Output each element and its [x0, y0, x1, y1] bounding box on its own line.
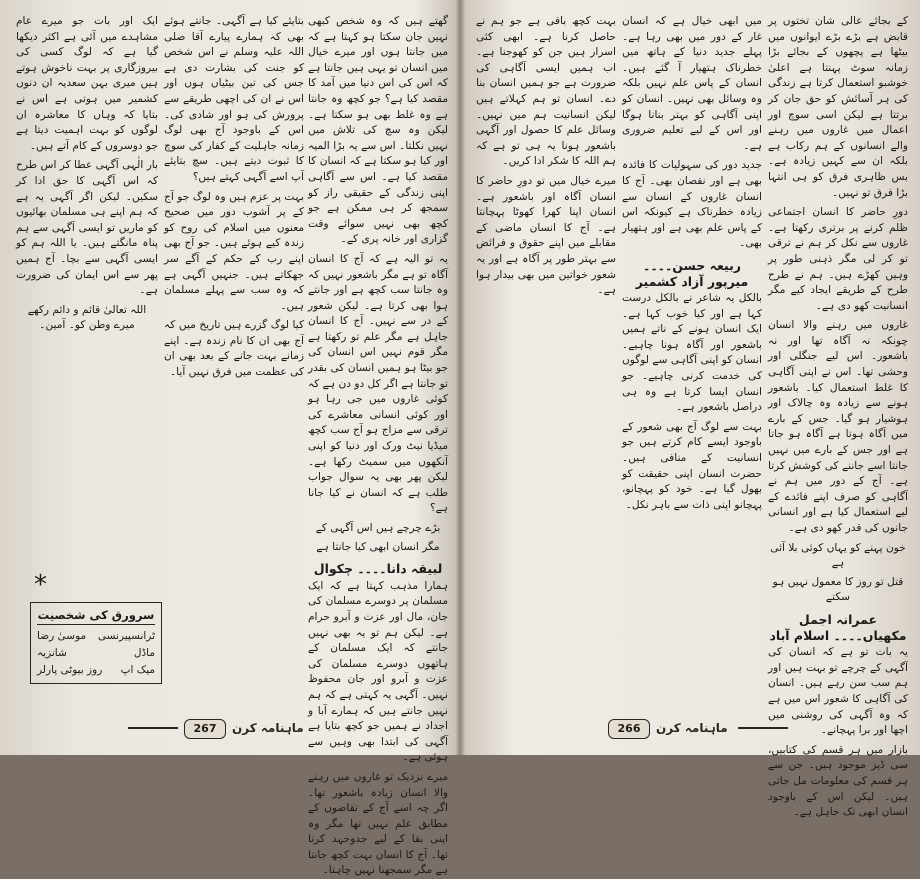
left-page-column-left — [16, 14, 158, 554]
paragraph: یہ بات تو ہے کہ انسان کی آگہی کے چرچے تو بہت ہیں اور ہم سب سن رہے ہیں۔ انسان کی آگاہی کا شعور اس میں ہے کہ وہ آگہی کی روشنی میں اچھا اور برا پہچانے۔ — [768, 646, 908, 737]
right-page-column-left — [476, 14, 616, 714]
right-page-column-middle — [622, 14, 762, 714]
credit-row — [37, 628, 155, 645]
credit-name: روز بیوٹی پارلر — [37, 664, 103, 676]
credit-name: شانزیہ — [37, 647, 67, 659]
page-footer — [128, 719, 328, 741]
paragraph: بتایئے کیا ہے آگہی۔ جانتے ہوئے بھی کہ ہمارے پیارے آقا صلی اللہ علیہ وسلم نے اس شخص کو جنت کی بشارت دی ہے جس کی تین بیٹیاں ہوں اور اس نے ان کی اچھی طریقے سے پرورش کی ہو اور شادی کی۔ اس کے باوجود آج بھی لوگ زمانہ جاہلیت کے کفار کی سوچ کا ثبوت دیتے ہیں۔ سچ بتایئے آپ اسے آگہی کہتے ہیں؟ — [164, 15, 304, 183]
cover-credits-box — [30, 602, 162, 684]
left-page-column-right — [308, 14, 448, 877]
contributor-signature: ربیعہ حسن۔۔۔۔ میرپور آزاد کشمیر — [635, 257, 749, 289]
contributor-signature: عمرانہ اجمل مکھیاں۔۔۔۔ اسلام آباد — [769, 611, 907, 643]
verse-line: بڑے چرچے ہیں اس آگہی کے — [315, 522, 441, 534]
paragraph: ایک اور بات جو میرے عام مشاہدے میں آئی ہے اکثر دیکھا گیا ہے کہ لوگ کسی کی بیروزگاری پر بہت ناخوش ہوتے ہیں میری بہن سعدیہ ان دنوں کشمیر میں ہوتی ہے اس نے بتایا کہ وہاں کا معاشرہ ان لوگوں کو بہت اہمیت دیتا ہے جو دوسروں کے کام آتے ہیں۔ — [16, 15, 158, 152]
magazine-name: ماہنامہ کرن — [232, 721, 304, 735]
star-ornament: * — [34, 570, 47, 600]
credit-row — [37, 662, 155, 679]
paragraph: میرے خیال میں تو دورِ حاضر کا انسان آگاہ اور باشعور ہے۔ انسان اپنا کھرا کھوٹا پہچانتا ہے۔ آج کا انسان ماضی کے مقابلے میں اپنے حقوق و فرائض سے بہتر طور پر آگاہ ہے اور یہ شعور خواتین میں بھی بیدار ہوا ہے۔ — [476, 174, 616, 297]
right-page-column-right — [768, 14, 908, 819]
footer-ornament — [738, 727, 788, 729]
cover-credits-title: سرورق کی شخصیت — [37, 607, 155, 625]
page-number: 267 — [184, 719, 226, 739]
paragraph: بہت پر عزم ہیں وہ لوگ جو آج کے پر آشوب دور میں صحیح معنوں میں اسلام کی روح کو زندہ کیے ہوئے ہیں۔ جو آج بھی اپنے رب کے حکم کے آگے سر جھکاتے ہیں۔ جنہیں آگہی ہے کہ وہ سب سے پہلے مسلمان ہیں۔ — [164, 190, 304, 312]
paragraph: میرے نزدیک تو غاروں میں رہنے والا انسان زیادہ باشعور تھا۔ اگر چہ اسے آج کے تقاضوں کے مطابق علم نہیں تھا مگر وہ اپنی بقا کے لیے جدوجہد کرتا تھا۔ آج کا انسان بہت کچھ جانتا ہے مگر سمجھنا نہیں چاہتا۔ — [308, 770, 448, 877]
left-page-column-middle — [164, 14, 304, 714]
page-267 — [8, 10, 452, 877]
verse-line: مگر انسان ابھی کیا جانتا ہے — [316, 540, 440, 553]
paragraph: اللہ تعالیٰ قائم و دائم رکھے میرے وطن کو۔ آمین۔ — [27, 303, 147, 332]
paragraph: بار الٰہی آگہی عطا کر اس طرح کہ اس آگہی کا حق ادا کر سکیں۔ لیکن اگر آگہی یہ ہے کہ ہم اپنے ہی مسلمان بھائیوں کو ماریں تو ایسی آگہی سے ہم پناہ مانگتے ہیں۔ یا اللہ ہم کو ایسی آگہی سے بچا۔ آج ہمیں پھر سے اس ایمان کی ضرورت ہے۔ — [16, 159, 158, 297]
paragraph: کے بجائے عالی شان تختوں پر قابض ہے بڑے بڑے ایوانوں میں بیٹھا ہے پچھوں کے بجائے بڑا زمانہ سوٹ پہنتا ہے اعلیٰ خوشبو استعمال کرتا ہے زندگی کی ہر آسائش کو حق جان کر برتتا ہے لیکن اسی سوچ اور اعمال میں غاروں میں رہنے والے انسانوں کے ہم رکاب ہے بلکہ ان سے کہیں زیادہ ہے۔ بس ظاہری فرق کو ہی انتہا بڑا فرق تو نہیں۔ — [768, 15, 908, 199]
paragraph: بازار میں ہر قسم کی کتابیں، سی ڈیز موجود ہیں۔ جن سے ہر قسم کی معلومات مل جاتی ہیں۔ لیکن اس کے باوجود انسان ابھی تک جاہل ہے۔ — [768, 743, 908, 819]
paragraph: کیا لوگ گزرے ہیں تاریخ میں کہ آج بھی ان کا نام زندہ ہے۔ اپنے زمانے بہت جانے کے بعد بھی ان کی عظمت میں فرق نہیں آیا۔ — [164, 319, 304, 379]
page-266 — [468, 10, 912, 819]
paragraph: بالکل یہ شاعر نے بالکل درست کہا ہے اور کیا خوب کہا ہے۔ ایک انسان ہونے کے ناتے ہمیں باشعور اور آگاہ ہونا چاہیے۔ انسان کو اپنی آگاہی سے لوگوں کی خدمت کرنی چاہیے۔ جو انسان ایسا کرتا ہے وہ ہی دراصل باشعور ہے۔ — [622, 292, 762, 414]
credit-role: میک اپ — [120, 664, 155, 676]
verse-line: خون پہنے کو یہاں کوئی بلا آئی ہے — [770, 541, 906, 570]
paragraph: گھتے ہیں کہ وہ شخص کبھی نہیں جان سکتا ہو کہتا ہے کہ میں جانتا ہوں اور میرے خیال میں انسان تو یہی ہیں جانتا ہے کہ اس کی اس دنیا میں آمد کا مقصد کیا ہے؟ جو کچھ وہ جانتا ہے وہ غلط بھی ہو سکتا ہے۔ لیکن وہ سچ کی تلاش میں نہیں نکلتا۔ اس سے یہ بڑا المیہ اور کیا ہو سکتا ہے کہ انسان کا مقصد کیا ہے۔ اس سے آگاہی اپنی زندگی کے حقیقی راز کو سمجھ کر ہی ممکن ہے جو کچھ بھی نہیں سوائے وقت گزاری اور خانہ پری کے۔ — [308, 15, 448, 246]
paragraph: غاروں میں رہنے والا انسان چونکہ نہ آگاہ تھا اور نہ باشعور۔ اس لیے جنگلی اور وحشی تھا۔ اس نے اپنی آگاہی کا غلط استعمال کیا۔ باشعور ہونے سے زیادہ وہ چالاک اور ہوشیار ہو گیا۔ جس کے بارے میں آگاہ ہوتا ہے آگاہ ہو جاتا ہے اور جس کے بارے میں نہیں جانتا اسے جاننے کی کوشش کرتا ہے۔ آج کے دور میں ہم نے آگاہی کو صرف اپنے فائدے کے لیے استعمال کیا ہے اور انسانی جانوں کی قدر کھو دی ہے۔ — [768, 319, 908, 534]
page-footer — [598, 719, 798, 741]
paragraph: جدید دور کی سہولیات کا فائدہ بھی ہے اور نقصان بھی۔ آج کا انسان غاروں کے انسان سے زیادہ خطرناک ہے کیونکہ اس کے پاس علم بھی ہے اور ہتھیار بھی۔ — [622, 159, 762, 250]
paragraph: دورِ حاضر کا انسان اجتماعی ظلم کرنے پر برتری رکھتا ہے۔ غاروں سے نکل کر ہم نے ترقی تو کر لی مگر ذہنی طور پر وہیں کھڑے ہیں۔ ہم نے طرح طرح کے طریقے ایجاد کیے مگر انسانیت کھو دی ہے۔ — [768, 206, 908, 312]
paragraph: یہ تو الیہ ہے کہ آج کا انسان آگاہ تو ہے مگر باشعور نہیں کہ وہ جانتا سب کچھ ہے اور جانتے ہوا بھی کرتا ہے۔ لیکن شعور کے در سے نہیں۔ آج کا انسان جاہل ہے مگر علم تو رکھتا ہے مگر قوم نہیں اس انسان کی جو بیٹا ہو ہمیں انسان کی بقدر تو جانتا ہے اگر کل دو دن ہے کہ کوئی غاروں میں جی رہا ہو اور کوئی انسانی معاشرے کی ترقی سے مزاج ہو آج سب کچھ میڈیا نیٹ ورک اور دنیا کو اپنی آنکھوں میں سمیٹ رکھا ہے۔ لیکن پھر بھی یہ سوال جواب طلب ہے کہ انسان نے کیا جانا ہے؟ — [308, 252, 448, 515]
paragraph: بہت کچھ باقی ہے جو ہم نے حاصل کرنا ہے۔ ابھی کئی اسرار ہیں جن کو کھوجنا ہے۔ اب ہمیں ایسی آگاہی کی ضرورت ہے جو ہمیں انسان بنا دے۔ انسان تو ہم کہلاتے ہیں لیکن انسانیت ہم میں نہیں۔ وسائل علم کا حصول اور آگہی باشعور ہونا یہ ہی تو ہے کہ ہم اللہ کا شکر ادا کریں۔ — [476, 15, 616, 168]
credit-name: موسیٰ رضا — [37, 630, 87, 642]
credit-role: ماڈل — [133, 647, 155, 659]
magazine-name: ماہنامہ کرن — [656, 721, 728, 735]
paragraph: بہت سے لوگ آج بھی شعور کے باوجود ایسے کام کرتے ہیں جو انسانیت کے منافی ہیں۔ حضرت انسان اپنی حقیقت کو بھول گیا ہے۔ خود کو پہچانو، پہچانو اپنی ذات سے باہر نکل۔ — [622, 420, 762, 511]
footer-ornament — [128, 727, 178, 729]
page-number: 266 — [608, 719, 650, 739]
credit-role: ٹرانسپیرنسی — [97, 630, 155, 642]
paragraph: میں ابھی خیال ہے کہ انسان غار کے دور میں بھی رہا ہے۔ پہلے جدید دنیا کے ہاتھ میں خطرناک ہتھیار آ گئے ہیں۔ انسان کے پاس علم نہیں بلکہ وہ وسائل بھی نہیں۔ انسان کو اپنی آگاہی کو بہتر بنانا ہوگا اور اس کے لیے تعلیم ضروری ہے۔ — [622, 15, 762, 152]
verse-line: قتل تو روز کا معمول نہیں ہو سکتے — [772, 575, 904, 604]
credit-row — [37, 645, 155, 662]
contributor-signature: لبیقہ دانا۔۔۔۔ چکوال — [313, 561, 443, 577]
paragraph: ہمارا مذہب کہتا ہے کہ ایک مسلمان پر دوسرے مسلمان کی جان، مال اور عزت و آبرو حرام ہے۔ لیکن ہم تو یہ بھی نہیں جانتے کہ ایک مسلمان کے ہاتھوں دوسرے مسلمان کی عزت و آبرو اور جان محفوظ نہیں۔ آگہی یہ کہتی ہے کہ ہم نہیں جانتے ہیں کہ ہمارے آبا و اجداد نے ہمیں جو کچھ بتایا ہے آگہی کی ابتدا بھی وہیں سے ہوئی ہے۔ — [308, 579, 448, 764]
